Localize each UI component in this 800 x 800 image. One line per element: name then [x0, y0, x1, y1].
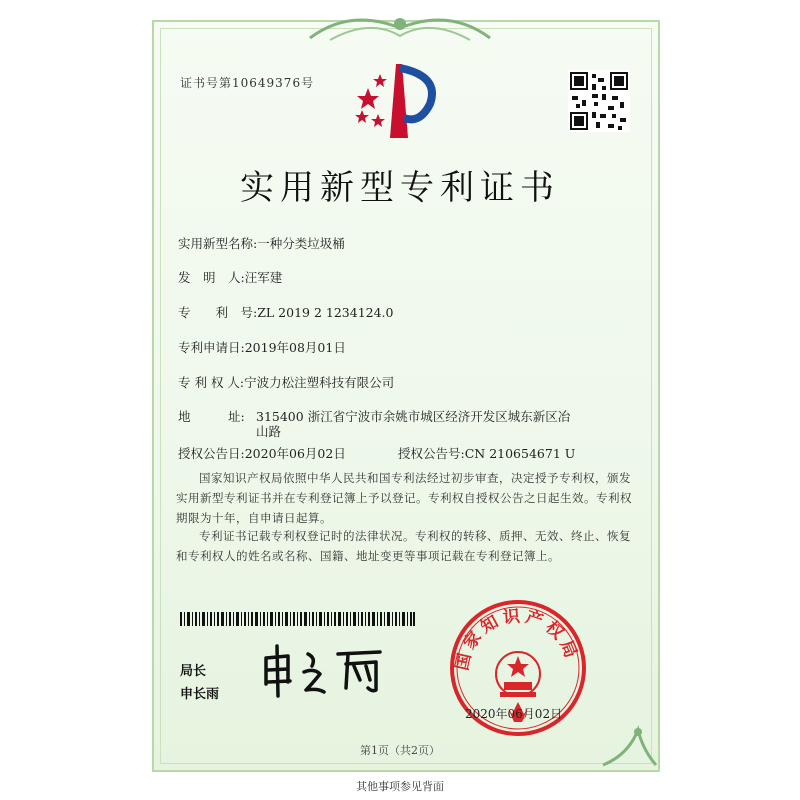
grant-number-value: CN 210654671 U	[464, 446, 576, 461]
utility-model-name-value: 一种分类垃圾桶	[257, 236, 345, 251]
patentee-value: 宁波力松注塑科技有限公司	[244, 375, 395, 390]
utility-model-name-row	[178, 234, 345, 252]
grant-number-row	[398, 444, 575, 462]
director-title-label: 局长	[180, 664, 207, 679]
patentee-label: 专 利 权 人:	[178, 375, 245, 390]
inventor-label: 发 明 人:	[178, 270, 245, 285]
legal-paragraph-1: 国家知识产权局依照中华人民共和国专利法经过初步审查，决定授予专利权，颁发实用新型专利证书并在专利登记簿上予以登记。专利权自授权公告之日起生效。专利权期限为十年，自申请日起算。	[176, 471, 632, 525]
barcode-icon	[180, 612, 415, 626]
filing-date-value: 2019年08月01日	[244, 340, 346, 355]
filing-date-label: 专利申请日:	[178, 340, 245, 355]
patentee-row	[178, 373, 394, 391]
certificate-title: 实用新型专利证书	[240, 168, 560, 208]
handwritten-signature-icon	[258, 640, 388, 700]
address-value-line2: 山路	[256, 424, 282, 439]
certificate-number: 证书号第10649376号	[180, 76, 315, 90]
inventor-row	[178, 268, 282, 286]
grant-date-row	[178, 444, 346, 462]
patent-number-label: 专 利 号:	[178, 305, 258, 320]
grant-date-label: 授权公告日:	[178, 446, 245, 461]
utility-model-name-label: 实用新型名称:	[178, 236, 258, 251]
patent-office-logo-icon	[348, 58, 448, 140]
address-label: 地 址:	[178, 409, 245, 424]
grant-number-label: 授权公告号:	[398, 446, 465, 461]
address-value-line1: 315400 浙江省宁波市余姚市城区经济开发区城东新区冶	[256, 409, 571, 424]
top-ornament-icon	[300, 8, 500, 48]
svg-text:国家知识产权局: 国家知识产权局	[452, 606, 583, 673]
patent-number-value: ZL 2019 2 1234124.0	[257, 305, 394, 320]
legal-paragraph-2: 专利证书记载专利权登记时的法律状况。专利权的转移、质押、无效、终止、恢复和专利权人的姓名或名称、国籍、地址变更等事项记载在专利登记簿上。	[176, 529, 631, 563]
grant-date-value: 2020年06月02日	[244, 446, 346, 461]
qr-code-icon	[568, 70, 630, 132]
director-name-label: 申长雨	[180, 687, 220, 702]
inventor-value: 汪军建	[244, 270, 283, 285]
filing-date-row	[178, 338, 346, 356]
footer-note: 其他事项参见背面	[356, 780, 444, 793]
seal-date: 2020年06月02日	[465, 707, 563, 721]
page-number: 第1页（共2页）	[360, 744, 440, 757]
patent-number-row	[178, 303, 394, 321]
